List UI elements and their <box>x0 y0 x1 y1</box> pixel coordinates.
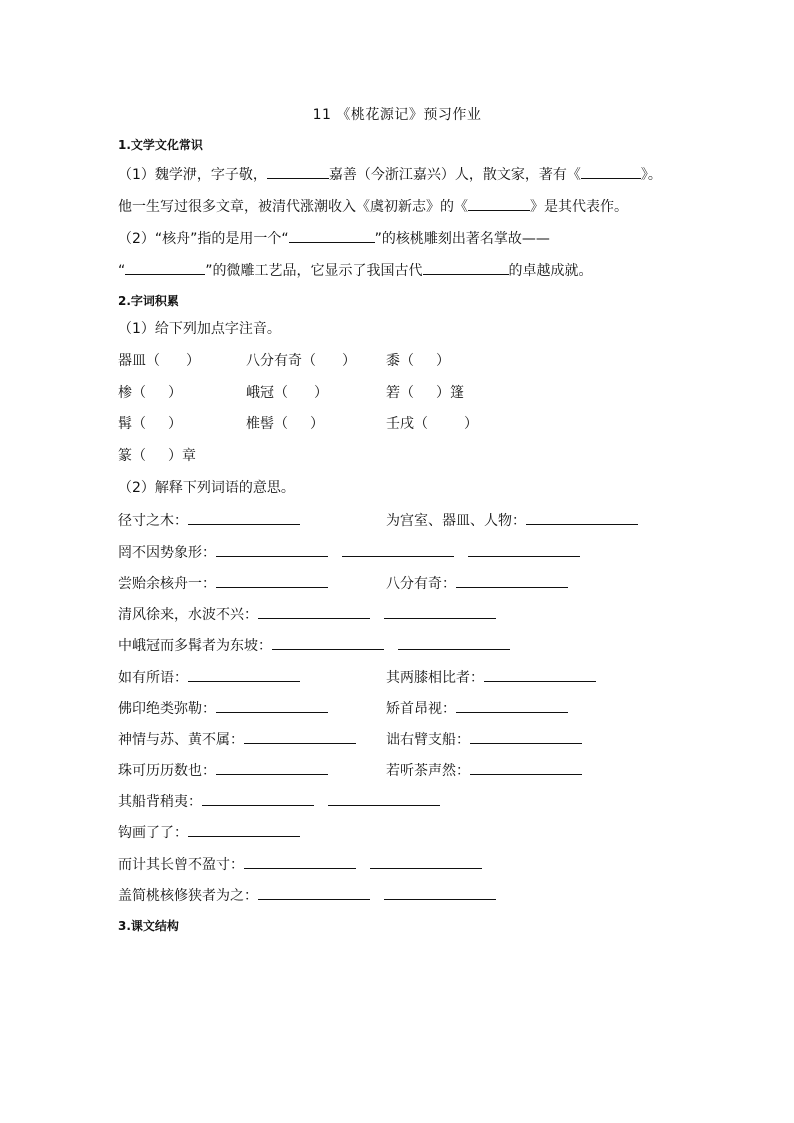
pinyin-item: 壬戌（ ） <box>386 416 478 432</box>
answer-blank[interactable] <box>188 509 300 525</box>
text: 》。 <box>640 167 662 183</box>
answer-blank[interactable] <box>188 666 300 682</box>
section-heading-2: 2.字词积累 <box>118 294 179 308</box>
paragraph-line-4 <box>118 259 593 281</box>
pinyin-item: 器皿（ ） <box>118 353 200 369</box>
answer-blank[interactable] <box>267 163 329 179</box>
text: （2）“核舟”指的是用一个“ <box>118 231 289 247</box>
word-item: 珠可历历数也： <box>118 759 328 781</box>
answer-blank[interactable] <box>125 259 205 275</box>
word-item: 钩画了了： <box>118 821 300 843</box>
answer-blank[interactable] <box>258 884 370 900</box>
answer-blank[interactable] <box>384 603 496 619</box>
answer-blank[interactable] <box>216 759 328 775</box>
pinyin-item: 黍（ ） <box>386 353 450 369</box>
answer-blank[interactable] <box>484 666 596 682</box>
answer-blank[interactable] <box>526 509 638 525</box>
pinyin-item: 椮（ ） <box>118 385 182 401</box>
pinyin-item: 篆（ ）章 <box>118 448 196 464</box>
answer-blank[interactable] <box>468 541 580 557</box>
section-heading-1: 1.文学文化常识 <box>118 138 203 152</box>
word-item: 其两膝相比者： <box>386 666 596 688</box>
answer-blank[interactable] <box>188 821 300 837</box>
pinyin-item: 峨冠（ ） <box>246 385 328 401</box>
word-item: 清风徐来，水波不兴： <box>118 603 496 625</box>
page-title: 11 《桃花源记》预习作业 <box>312 107 482 123</box>
answer-blank[interactable] <box>456 572 568 588</box>
word-item: 如有所语： <box>118 666 300 688</box>
word-item: 而计其长曾不盈寸： <box>118 853 482 875</box>
word-item: 诎右臂支船： <box>386 728 582 750</box>
pinyin-item: 箬（ ）篷 <box>386 385 464 401</box>
text: ”的核桃雕刻出著名掌故—— <box>374 231 550 247</box>
paragraph-line-1 <box>118 163 662 185</box>
word-item: 矫首昂视： <box>386 697 568 719</box>
answer-blank[interactable] <box>470 759 582 775</box>
answer-blank[interactable] <box>370 853 482 869</box>
pinyin-item: 八分有奇（ ） <box>246 353 356 369</box>
text: 》是其代表作。 <box>530 199 628 215</box>
answer-blank[interactable] <box>581 163 641 179</box>
answer-blank[interactable] <box>423 259 509 275</box>
text: 嘉善（今浙江嘉兴）人，散文家，著有《 <box>328 167 581 183</box>
answer-blank[interactable] <box>216 697 328 713</box>
answer-blank[interactable] <box>272 634 384 650</box>
subheading: （1）给下列加点字注音。 <box>118 321 281 337</box>
subheading: （2）解释下列词语的意思。 <box>118 480 295 496</box>
word-item: 罔不因势象形： <box>118 541 580 563</box>
answer-blank[interactable] <box>258 603 370 619</box>
answer-blank[interactable] <box>244 853 356 869</box>
answer-blank[interactable] <box>456 697 568 713</box>
answer-blank[interactable] <box>216 572 328 588</box>
word-item: 中峨冠而多髯者为东坡： <box>118 634 510 656</box>
word-item: 尝贻余核舟一： <box>118 572 328 594</box>
answer-blank[interactable] <box>470 728 582 744</box>
word-item: 其船背稍夷： <box>118 790 440 812</box>
answer-blank[interactable] <box>328 790 440 806</box>
text: （1）魏学洢，字子敬， <box>118 167 267 183</box>
answer-blank[interactable] <box>216 541 328 557</box>
word-item: 若听茶声然： <box>386 759 582 781</box>
word-item: 径寸之木： <box>118 509 300 531</box>
answer-blank[interactable] <box>202 790 314 806</box>
answer-blank[interactable] <box>342 541 454 557</box>
answer-blank[interactable] <box>244 728 356 744</box>
text: 他一生写过很多文章，被清代涨潮收入《虞初新志》的《 <box>118 199 468 215</box>
answer-blank[interactable] <box>398 634 510 650</box>
text: ”的微雕工艺品，它显示了我国古代 <box>205 263 423 279</box>
answer-blank[interactable] <box>468 195 530 211</box>
text: 的卓越成就。 <box>508 263 593 279</box>
answer-blank[interactable] <box>289 227 375 243</box>
text: “ <box>118 263 126 279</box>
paragraph-line-3 <box>118 227 550 249</box>
word-item: 佛印绝类弥勒： <box>118 697 328 719</box>
pinyin-item: 椎髻（ ） <box>246 416 324 432</box>
paragraph-line-2 <box>118 195 628 217</box>
word-item: 为宫室、器皿、人物： <box>386 509 638 531</box>
answer-blank[interactable] <box>384 884 496 900</box>
pinyin-item: 髯（ ） <box>118 416 182 432</box>
word-item: 八分有奇： <box>386 572 568 594</box>
section-heading-3: 3.课文结构 <box>118 919 179 933</box>
word-item: 神情与苏、黄不属： <box>118 728 356 750</box>
word-item: 盖简桃核修狭者为之： <box>118 884 496 906</box>
